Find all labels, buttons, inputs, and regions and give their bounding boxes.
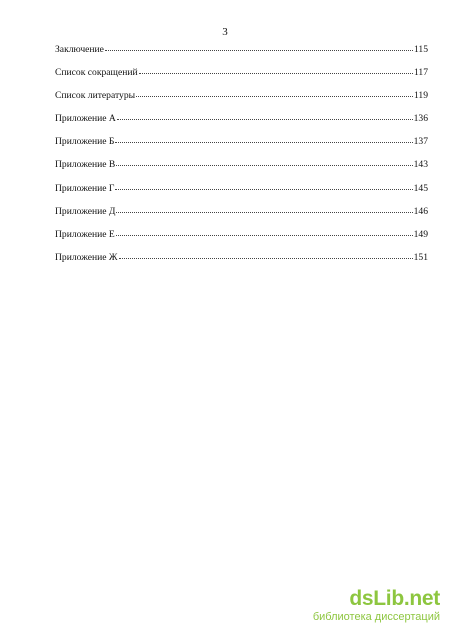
toc-dot-leader [119,251,413,259]
toc-dot-leader [117,112,413,120]
toc-entry-title: Приложение Г [55,182,115,194]
toc-dot-leader [116,228,413,236]
toc-dot-leader [115,135,412,143]
toc-entry-page: 119 [413,90,428,102]
toc-entry-page: 117 [413,67,428,79]
toc-dot-leader [115,182,412,190]
toc-entry-title: Список сокращений [55,67,138,79]
toc-entry-conclusion [55,44,428,67]
toc-entry-title: Приложение А [55,113,116,125]
toc-entry-page: 143 [413,159,428,171]
toc-entry-title: Приложение Б [55,136,115,148]
toc-entry-appendix-b [55,136,428,159]
watermark-subtitle: библиотека диссертаций [312,611,440,623]
toc-entry-page: 145 [413,182,428,194]
toc-entry-title: Приложение Ж [55,251,118,263]
toc-entry-page: 146 [413,205,428,217]
toc-entry-abbreviations [55,67,428,90]
toc-entry-appendix-zh [55,252,428,275]
toc-dot-leader [136,89,413,97]
dslib-watermark [260,588,440,623]
toc-entry-references [55,90,428,113]
toc-entry-appendix-a [55,113,428,136]
toc-entry-title: Приложение Е [55,228,115,240]
page-number: 3 [222,26,228,38]
toc-dot-leader [139,66,413,74]
toc-entry-title: Приложение Д [55,205,116,217]
toc-entry-appendix-g [55,183,428,206]
toc-entry-appendix-e [55,229,428,252]
toc-entry-page: 151 [413,251,428,263]
toc-entry-page: 149 [413,228,428,240]
toc-entry-page: 136 [413,113,428,125]
toc-entry-title: Заключение [55,44,104,55]
toc-entry-appendix-v [55,159,428,182]
toc-dot-leader [116,205,412,213]
toc-entry-title: Список литературы [55,90,136,102]
toc-dot-leader [116,158,412,166]
toc-entry-page: 137 [413,136,428,148]
table-of-contents [55,44,428,275]
toc-entry-title: Приложение В [55,159,116,171]
toc-dot-leader [105,43,413,51]
watermark-logo: dsLib.net [349,587,440,610]
toc-entry-page: 115 [413,44,428,55]
toc-entry-appendix-d [55,206,428,229]
